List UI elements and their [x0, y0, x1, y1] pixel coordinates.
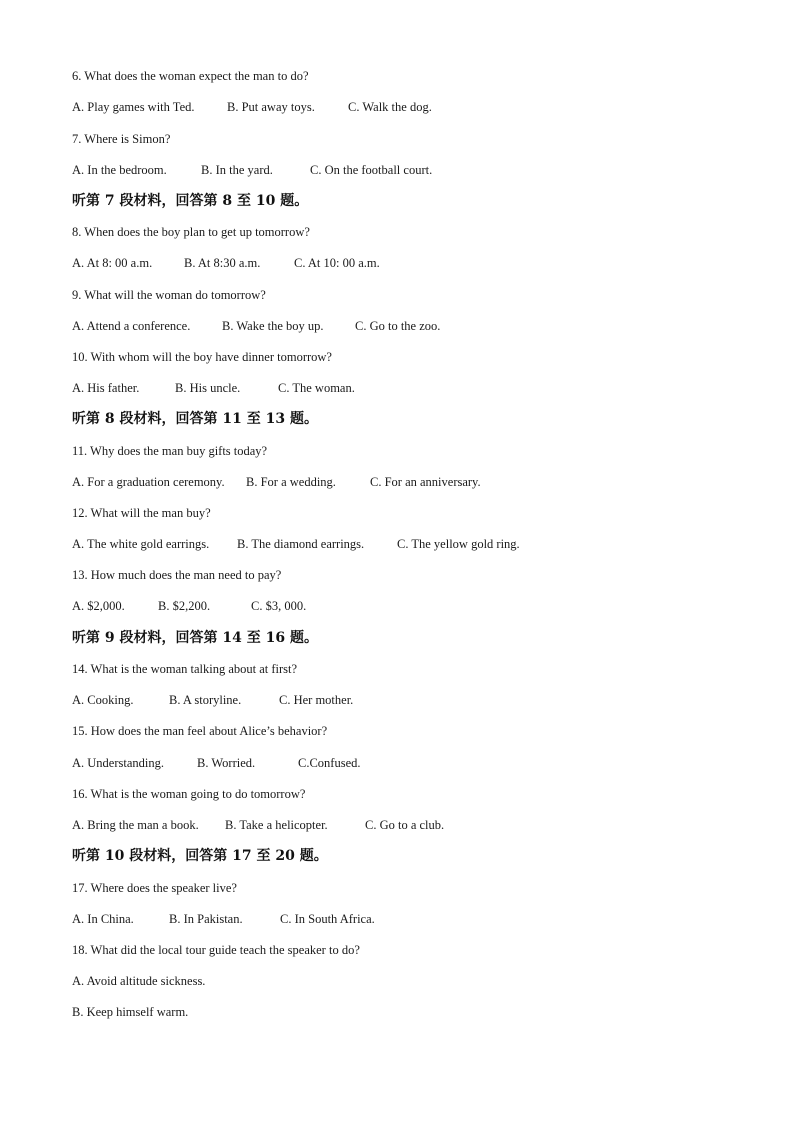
option-10-a: A. His father.	[72, 381, 140, 395]
option-7-c: C. On the football court.	[310, 163, 433, 177]
option-11-b: B. For a wedding.	[246, 475, 336, 489]
options-14	[0, 692, 794, 708]
option-13-c: C. $3, 000.	[251, 599, 307, 613]
option-16-b: B. Take a helicopter.	[225, 818, 328, 832]
option-6-b: B. Put away toys.	[227, 100, 315, 114]
option-9-b: B. Wake the boy up.	[222, 319, 324, 333]
option-14-c: C. Her mother.	[279, 693, 354, 707]
option-10-b: B. His uncle.	[175, 381, 241, 395]
question-12: 12. What will the man buy?	[72, 506, 211, 520]
option-18-b: B. Keep himself warm.	[72, 1005, 189, 1019]
option-18-a: A. Avoid altitude sickness.	[72, 974, 206, 988]
options-12	[0, 536, 794, 552]
option-8-a: A. At 8: 00 a.m.	[72, 256, 153, 270]
options-10	[0, 380, 794, 396]
option-15-b: B. Worried.	[197, 756, 256, 770]
option-16-c: C. Go to a club.	[365, 818, 445, 832]
options-6	[0, 99, 794, 115]
option-12-a: A. The white gold earrings.	[72, 537, 210, 551]
option-15-a: A. Understanding.	[72, 756, 164, 770]
option-11-a: A. For a graduation ceremony.	[72, 475, 225, 489]
options-9	[0, 318, 794, 334]
option-10-c: C. The woman.	[278, 381, 355, 395]
option-14-b: B. A storyline.	[169, 693, 242, 707]
question-13: 13. How much does the man need to pay?	[72, 568, 282, 582]
option-17-a: A. In China.	[72, 912, 134, 926]
option-17-b: B. In Pakistan.	[169, 912, 243, 926]
option-17-c: C. In South Africa.	[280, 912, 375, 926]
question-15: 15. How does the man feel about Alice’s behavior?	[72, 724, 328, 738]
option-15-c: C.Confused.	[298, 756, 361, 770]
options-13	[0, 598, 794, 614]
section-heading-10: 听第 10 段材料，回答第 17 至 20 题。	[72, 848, 328, 864]
option-14-a: A. Cooking.	[72, 693, 134, 707]
option-7-b: B. In the yard.	[201, 163, 273, 177]
option-12-b: B. The diamond earrings.	[237, 537, 365, 551]
option-9-c: C. Go to the zoo.	[355, 319, 441, 333]
options-7	[0, 162, 794, 178]
question-17: 17. Where does the speaker live?	[72, 881, 237, 895]
option-13-a: A. $2,000.	[72, 599, 125, 613]
question-18: 18. What did the local tour guide teach the speaker to do?	[72, 943, 360, 957]
section-heading-7: 听第 7 段材料，回答第 8 至 10 题。	[72, 193, 309, 209]
option-16-a: A. Bring the man a book.	[72, 818, 199, 832]
options-16	[0, 817, 794, 833]
question-14: 14. What is the woman talking about at first?	[72, 662, 298, 676]
question-6: 6. What does the woman expect the man to do?	[72, 69, 309, 83]
options-11	[0, 474, 794, 490]
option-13-b: B. $2,200.	[158, 599, 211, 613]
option-8-b: B. At 8:30 a.m.	[184, 256, 261, 270]
option-11-c: C. For an anniversary.	[370, 475, 481, 489]
options-8	[0, 255, 794, 271]
option-9-a: A. Attend a conference.	[72, 319, 191, 333]
question-10: 10. With whom will the boy have dinner tomorrow?	[72, 350, 332, 364]
options-15	[0, 755, 794, 771]
question-16: 16. What is the woman going to do tomorrow?	[72, 787, 306, 801]
option-12-c: C. The yellow gold ring.	[397, 537, 520, 551]
section-heading-9: 听第 9 段材料，回答第 14 至 16 题。	[72, 630, 318, 646]
question-7: 7. Where is Simon?	[72, 132, 171, 146]
question-8: 8. When does the boy plan to get up tomorrow?	[72, 225, 310, 239]
section-heading-8: 听第 8 段材料，回答第 11 至 13 题。	[72, 411, 318, 427]
question-11: 11. Why does the man buy gifts today?	[72, 444, 268, 458]
option-8-c: C. At 10: 00 a.m.	[294, 256, 380, 270]
question-9: 9. What will the woman do tomorrow?	[72, 288, 266, 302]
option-6-a: A. Play games with Ted.	[72, 100, 195, 114]
options-17	[0, 911, 794, 927]
option-6-c: C. Walk the dog.	[348, 100, 432, 114]
option-7-a: A. In the bedroom.	[72, 163, 167, 177]
